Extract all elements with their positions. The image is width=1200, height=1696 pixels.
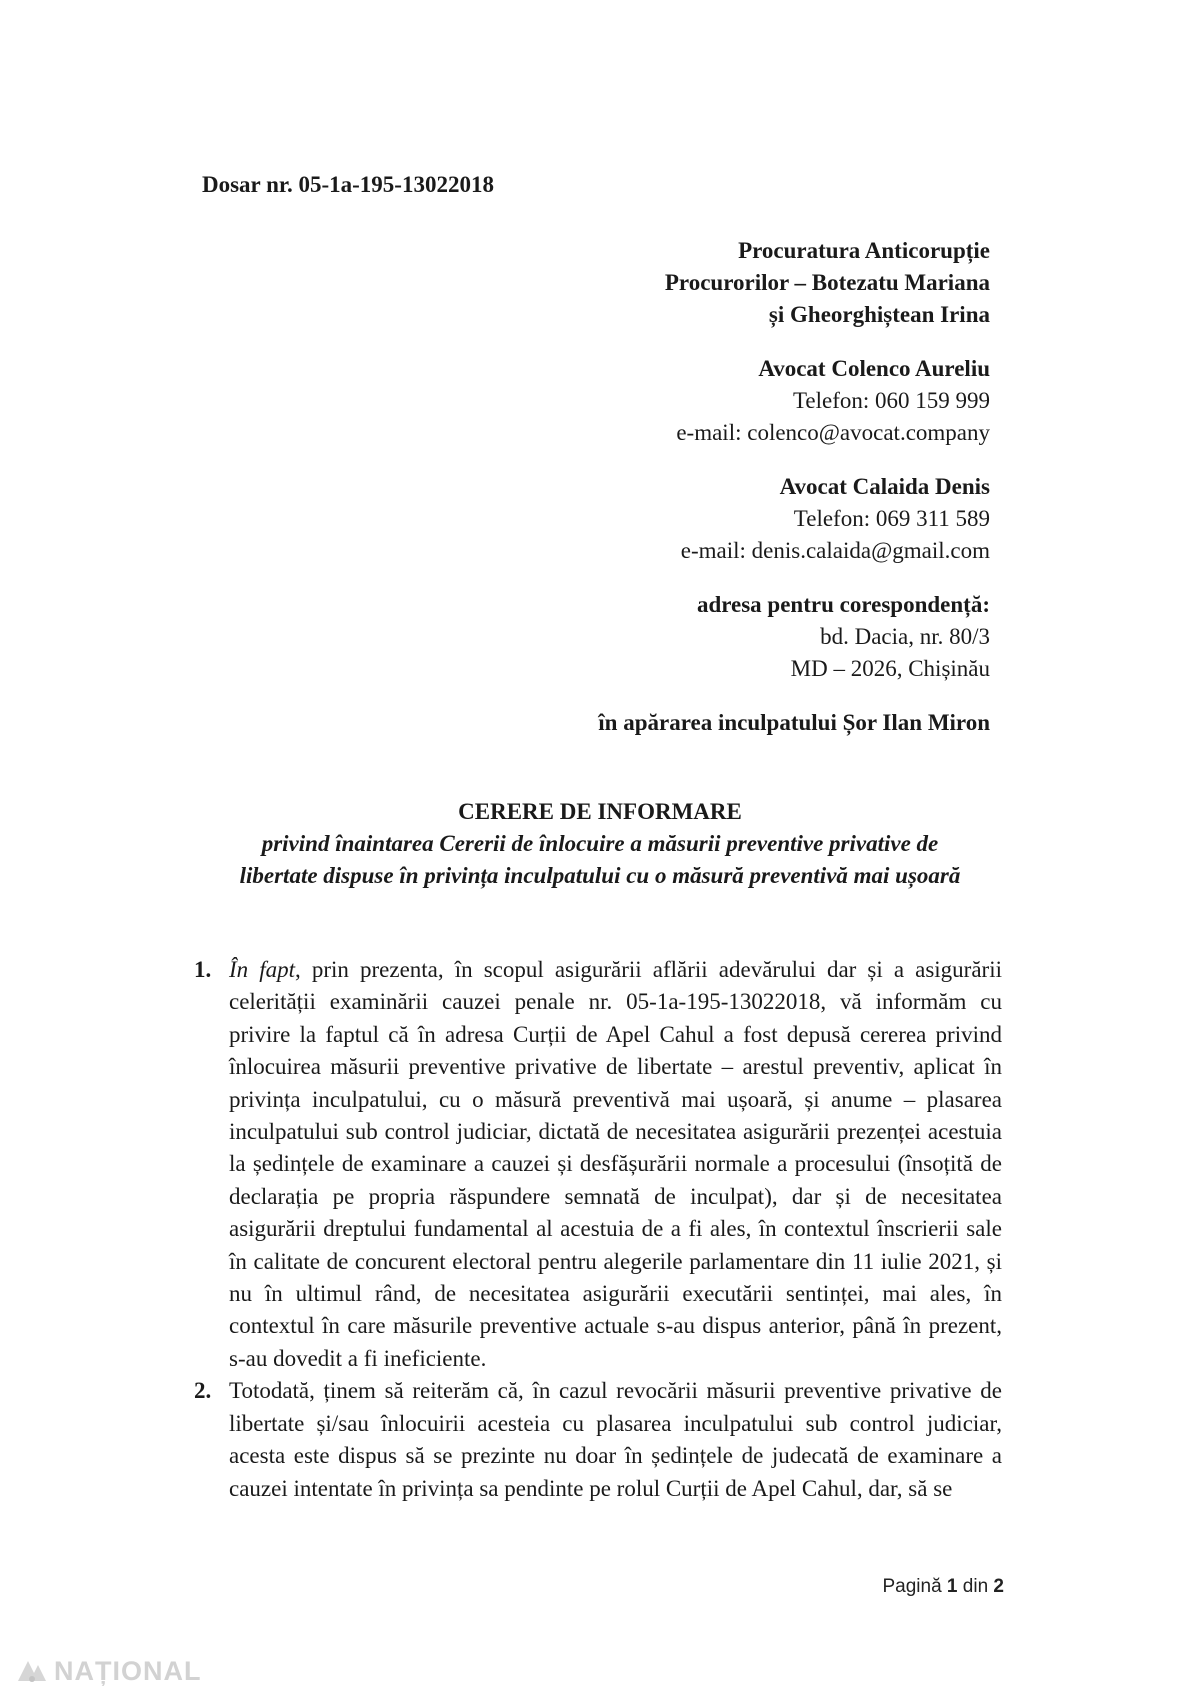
paragraph-number: 2. — [194, 1378, 212, 1404]
footer-page-number: 1 — [946, 1576, 958, 1597]
document-body — [194, 954, 1002, 1505]
numbered-paragraph — [194, 1375, 1002, 1505]
lawyer-email: e-mail: denis.calaida@gmail.com — [680, 538, 990, 563]
defense-of: în apărarea inculpatului Șor Ilan Miron — [598, 710, 990, 735]
lawyer-block-2 — [290, 471, 990, 567]
paragraph-text — [229, 1375, 1002, 1505]
correspondence-label: adresa pentru corespondență: — [696, 592, 990, 617]
watermark-text: NAȚIONAL — [54, 1656, 202, 1686]
lawyer-email: e-mail: colenco@avocat.company — [676, 420, 990, 445]
paragraph-text — [229, 954, 1002, 1375]
paragraph-lead: În fapt — [229, 957, 296, 982]
paragraph-number: 1. — [194, 957, 212, 982]
correspondence-block — [290, 589, 990, 685]
prosecutor-office: Procuratura Anticorupție — [738, 238, 990, 263]
lawyer-name: Avocat Calaida Denis — [779, 474, 990, 499]
lawyer-phone: Telefon: 069 311 589 — [793, 506, 990, 531]
addressee-block — [290, 235, 990, 739]
case-number: Dosar nr. 05-1a-195-13022018 — [202, 172, 494, 197]
title-subtitle-1: privind înaintarea Cererii de înlocuire a măsurii preventive privative de — [261, 831, 939, 856]
paragraph-content: Totodată, ținem să reiterăm că, în cazul revocării măsurii preventive privative de libertate și/sau înlocuirii acesteia cu plasarea inculpatului sub control judiciar, acesta este dispus să se prezinte nu doar în ședințele de judecată de examinare a cauzei intentate în privința sa pendinte pe rolul Curții de Apel Cahul, dar, să se — [229, 1378, 1002, 1501]
title-main: CERERE DE INFORMARE — [458, 799, 742, 824]
lawyer-phone: Telefon: 060 159 999 — [792, 388, 990, 413]
numbered-paragraph — [194, 954, 1002, 1375]
footer-middle: din — [957, 1576, 994, 1597]
lawyer-name: Avocat Colenco Aureliu — [758, 356, 990, 381]
watermark-logo-icon — [14, 1657, 50, 1687]
footer-total-pages: 2 — [993, 1576, 1004, 1597]
page-footer — [882, 1576, 1004, 1598]
footer-prefix: Pagină — [882, 1576, 947, 1597]
prosecutor-block — [290, 235, 990, 331]
watermark — [14, 1656, 201, 1687]
prosecutors-names-2: și Gheorghiștean Irina — [768, 302, 990, 327]
correspondence-city: MD – 2026, Chișinău — [790, 656, 990, 681]
lawyer-block-1 — [290, 353, 990, 449]
correspondence-street: bd. Dacia, nr. 80/3 — [820, 624, 990, 649]
paragraph-content: , prin prezenta, în scopul asigurării aflării adevărului dar și a asigurării celerității examinării cauzei penale nr. 05-1a-195-13022018, vă informăm cu privire la faptul că în adresa Curții de Apel Cahul a fost depusă cererea privind înlocuirea măsurii preventive privative de libertate – arestul preventiv, aplicat în privința inculpatului, cu o măsură preventivă mai ușoară, și anume – plasarea inculpatului sub control judiciar, dictată de necesitatea asigurării prezenței acestuia la ședințele de examinare a cauzei și desfășurării normale a procesului (însoțită de declarația pe propria răspundere semnată de inculpat), dar și de necesitatea asigurării dreptului fundamental al acestuia de a fi ales, în contextul înscrierii sale în calitate de concurent electoral pentru alegerile parlamentare din 11 iulie 2021, și nu în ultimul rând, de necesitatea asigurării executării sentinței, mai ales, în contextul în care măsurile preventive actuale s-au dispus anterior, până în prezent, s-au dovedit a fi ineficiente. — [229, 957, 1002, 1371]
document-title — [150, 796, 1050, 892]
title-subtitle-2: libertate dispuse în privința inculpatului cu o măsură preventivă mai ușoară — [239, 863, 961, 888]
prosecutors-names: Procurorilor – Botezatu Mariana — [664, 270, 990, 295]
